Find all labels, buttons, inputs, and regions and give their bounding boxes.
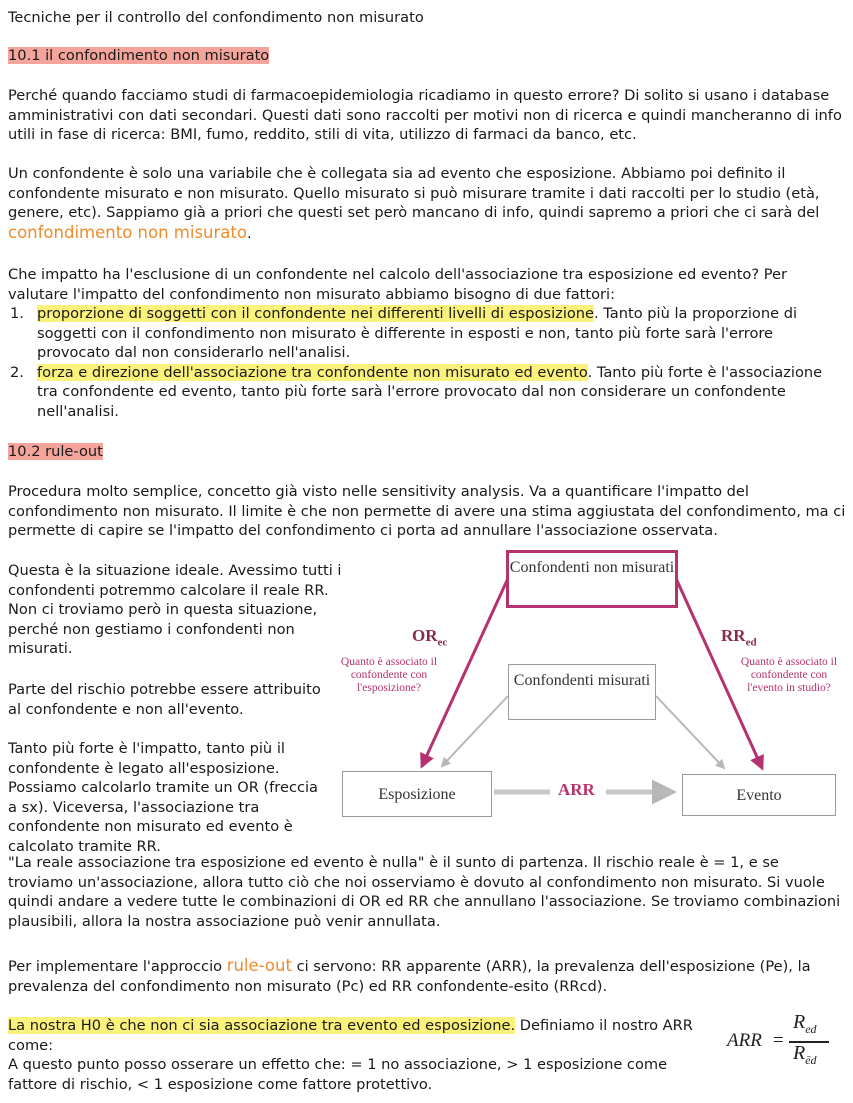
paragraph-confondente-end: . (246, 224, 252, 242)
box-unmeasured-confounders: Confondenti non misurati (506, 550, 678, 608)
formula-numerator-sub: ed (805, 1022, 817, 1036)
section-heading-2-text: 10.2 rule-out (8, 443, 103, 460)
formula-numerator-symbol: R (793, 1011, 806, 1033)
label-or-sub: ec (437, 636, 448, 649)
formula-denominator-sub: ēd (805, 1053, 817, 1067)
section-heading-2 (8, 442, 846, 462)
formula-denominator-symbol: R (793, 1042, 806, 1064)
list-item (8, 363, 840, 422)
list-item-highlight: proporzione di soggetti con il confondente nei differenti livelli di esposizione (37, 305, 595, 322)
paragraph-procedura: Procedura molto semplice, concetto già visto nelle sensitivity analysis. Va a quantificare l'impatto del confondimento non misurato. Il limite è che non permette di avere una stima aggiustata del confondimento, ma ci permette di capire se l'impatto del confondimento ci porta ad annullare l'associazione osservata. (8, 483, 846, 540)
paragraph-h0 (8, 1016, 720, 1094)
confounding-diagram (332, 546, 847, 830)
arr-formula (725, 1013, 837, 1073)
arrow-measured-exposure (442, 696, 508, 766)
label-rr-question: Quanto è associato il confondente con l'evento in studio? (740, 656, 838, 694)
paragraph-impatto: Che impatto ha l'esclusione di un confondente nel calcolo dell'associazione tra esposizione ed evento? Per valutare l'impatto del confondimento non misurato abbiamo bisogno di due fattori: (8, 266, 788, 303)
label-or-question: Quanto è associato il confondente con l'esposizione? (340, 656, 438, 694)
h0-highlight: La nostra H0 è che non ci sia associazione tra evento ed esposizione. (8, 1017, 516, 1034)
paragraph-confondente-text: Un confondente è solo una variabile che è collegata sia ad evento che esposizione. Abbiamo poi definito il confondente misurato e non misurato. Quello misurato si può misurare tramite i dati raccolti per lo studio (età, genere, etc). Sappiamo già a priori che questi set però mancano di info, quindi sapremo a priori che ci sarà del (8, 165, 820, 222)
keyword-rule-out: rule-out (226, 956, 292, 975)
keyword-confondimento: confondimento non misurato (8, 222, 247, 242)
box-exposure: Esposizione (342, 771, 492, 817)
formula-equals: = (773, 1030, 784, 1051)
list-item-text: . Tanto più la proporzione di soggetti con il confondimento non misurato è differente in esposti e non, tanto più forte sarà l'errore provocato dal non considerarlo nell'analisi. (37, 305, 798, 362)
label-or-main: OR (412, 626, 438, 645)
page-title: Tecniche per il controllo del confondimento non misurato (8, 9, 424, 26)
formula-lhs: ARR (727, 1030, 762, 1051)
formula-denominator (793, 1044, 817, 1071)
paragraph-rule-out-post: ci servono: RR apparente (ARR), la prevalenza dell'esposizione (Pe), la prevalenza del confondimento non misurato (Pc) ed RR confondente-esito (RRcd). (8, 958, 811, 995)
side-text-rischio: Parte del rischio potrebbe essere attribuito al confondente e non all'evento. (8, 681, 321, 718)
label-rr-sub: ed (745, 636, 757, 649)
label-arr: ARR (558, 780, 595, 799)
paragraph-database: Perché quando facciamo studi di farmacoepidemiologia ricadiamo in questo errore? Di solito si usano i database amministrativi con dati secondari. Questi dati sono raccolti per motivi non di ricerca e quindi mancheranno di info utili in fase di ricerca: BMI, fumo, reddito, stili di vita, utilizzo di farmaci da banco, etc. (8, 87, 842, 144)
paragraph-confondente (8, 164, 846, 243)
section-heading-1-text: 10.1 il confondimento non misurato (8, 47, 270, 64)
list-item-number: 2. (10, 363, 24, 381)
box-measured-confounders: Confondenti misurati (508, 664, 656, 720)
list-item-highlight: forza e direzione dell'associazione tra confondente non misurato ed evento (37, 363, 588, 381)
box-event: Evento (682, 774, 836, 816)
list-item-number: 1. (10, 305, 24, 322)
h0-effect-text: A questo punto posso osserare un effetto che: = 1 no associazione, > 1 esposizione come fattore di rischio, < 1 esposizione come fattore protettivo. (8, 1056, 668, 1093)
formula-numerator (793, 1013, 817, 1040)
paragraph-reale: "La reale associazione tra esposizione ed evento è nulla" è il sunto di partenza. Il rischio reale è = 1, e se troviamo un'associazione, allora tutto ciò che noi osserviamo è dovuto al confondimento non misurato. Si vuole quindi andare a vedere tutte le combinazioni di OR ed RR che annullano l'associazione. Se troviamo combinazioni plausibili, allora la nostra associazione può venir annullata. (8, 854, 841, 930)
label-rr-main: RR (721, 626, 746, 645)
factor-list (8, 304, 840, 422)
h0-text: Definiamo il nostro ARR come: (8, 1017, 693, 1054)
side-text-impatto: Tanto più forte è l'impatto, tanto più il confondente è legato all'esposizione. Possiamo calcolarlo tramite un OR (freccia a sx). Viceversa, l'associazione tra confondente non misurato ed evento è calcolato tramite RR. (8, 740, 319, 855)
section-heading-1 (8, 46, 846, 66)
list-item-text: . Tanto più forte è l'associazione tra confondente ed evento, tanto più forte sarà l'errore provocato dal non considerare un confondente nell'analisi. (37, 363, 823, 420)
arrow-measured-event (656, 696, 724, 768)
list-item (8, 304, 840, 363)
label-rr-ed (721, 626, 757, 653)
paragraph-rule-out-pre: Per implementare l'approccio (8, 958, 227, 975)
paragraph-rule-out (8, 956, 846, 996)
label-or-ec (412, 626, 447, 653)
side-text-ideale: Questa è la situazione ideale. Avessimo tutti i confondenti potremmo calcolare il reale RR. Non ci troviamo però in questa situazione, perché non gestiamo i confondenti non misurati. (8, 562, 342, 658)
